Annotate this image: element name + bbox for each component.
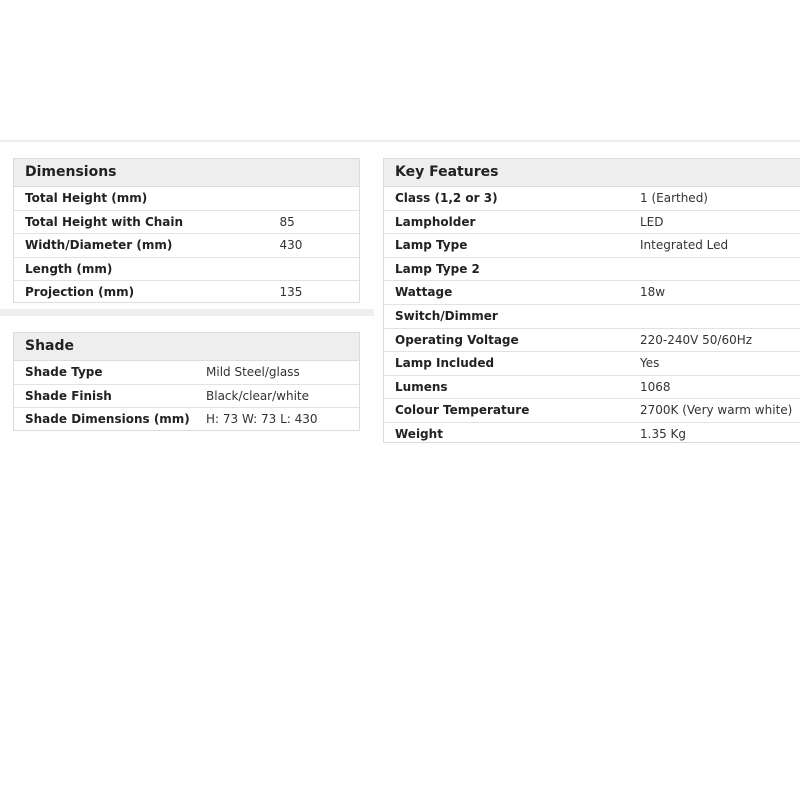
- row-label: Colour Temperature: [395, 403, 530, 418]
- table-row: [384, 211, 800, 235]
- row-label: Length (mm): [25, 261, 113, 276]
- table-row: [384, 187, 800, 211]
- table-row: [384, 281, 800, 305]
- table-row: [14, 408, 359, 431]
- table-row: [14, 211, 359, 235]
- row-label: Lamp Type: [395, 238, 468, 253]
- row-value: Mild Steel/glass: [206, 365, 300, 379]
- row-value: 18w: [640, 285, 666, 300]
- table-row: [14, 361, 359, 385]
- row-label: Projection (mm): [25, 285, 135, 300]
- row-label: Weight: [395, 426, 443, 441]
- row-label: Class (1,2 or 3): [395, 191, 498, 205]
- dimensions-table: [13, 158, 360, 303]
- table-row: [384, 305, 800, 329]
- row-value: 430: [279, 238, 303, 253]
- row-value: [279, 258, 359, 281]
- table-row: [14, 234, 359, 258]
- row-value: Integrated Led: [640, 238, 729, 253]
- key-features-heading: Key Features: [384, 159, 800, 187]
- table-row: [384, 376, 800, 400]
- row-label: Total Height with Chain: [25, 214, 184, 229]
- table-row: [14, 385, 359, 409]
- row-value: 2700K (Very warm white): [640, 403, 793, 418]
- row-value: 1068: [640, 379, 671, 394]
- row-value: [640, 258, 800, 281]
- row-value: 135: [279, 285, 303, 300]
- shade-table: [13, 332, 360, 431]
- table-row: [384, 399, 800, 423]
- row-label: Total Height (mm): [25, 191, 148, 205]
- table-row: [384, 423, 800, 446]
- row-label: Switch/Dimmer: [395, 308, 498, 323]
- table-row: [384, 258, 800, 282]
- dimensions-heading: Dimensions: [14, 159, 359, 187]
- row-label: Lamp Type 2: [395, 261, 480, 276]
- section-divider: [0, 309, 374, 316]
- row-value: LED: [640, 214, 664, 229]
- table-row: [14, 258, 359, 282]
- row-label: Lumens: [395, 379, 448, 394]
- row-value: H: 73 W: 73 L: 430: [206, 412, 318, 427]
- row-value: 1 (Earthed): [640, 191, 708, 205]
- row-label: Shade Type: [25, 365, 103, 379]
- table-row: [384, 234, 800, 258]
- row-label: Operating Voltage: [395, 332, 519, 347]
- row-value: 220-240V 50/60Hz: [640, 332, 753, 347]
- row-value: 85: [279, 214, 295, 229]
- row-label: Shade Dimensions (mm): [25, 412, 190, 427]
- row-value: [279, 187, 359, 210]
- row-label: Lamp Included: [395, 356, 495, 371]
- table-row: [14, 281, 359, 304]
- key-features-table: [383, 158, 800, 443]
- row-value: 1.35 Kg: [640, 426, 687, 441]
- shade-heading: Shade: [14, 333, 359, 361]
- table-row: [384, 329, 800, 353]
- row-label: Width/Diameter (mm): [25, 238, 173, 253]
- row-value: [640, 305, 800, 328]
- table-row: [384, 352, 800, 376]
- row-value: Yes: [640, 356, 660, 371]
- table-row: [14, 187, 359, 211]
- row-value: Black/clear/white: [206, 388, 309, 403]
- row-label: Wattage: [395, 285, 453, 300]
- top-divider: [0, 140, 800, 142]
- row-label: Shade Finish: [25, 388, 112, 403]
- row-label: Lampholder: [395, 214, 476, 229]
